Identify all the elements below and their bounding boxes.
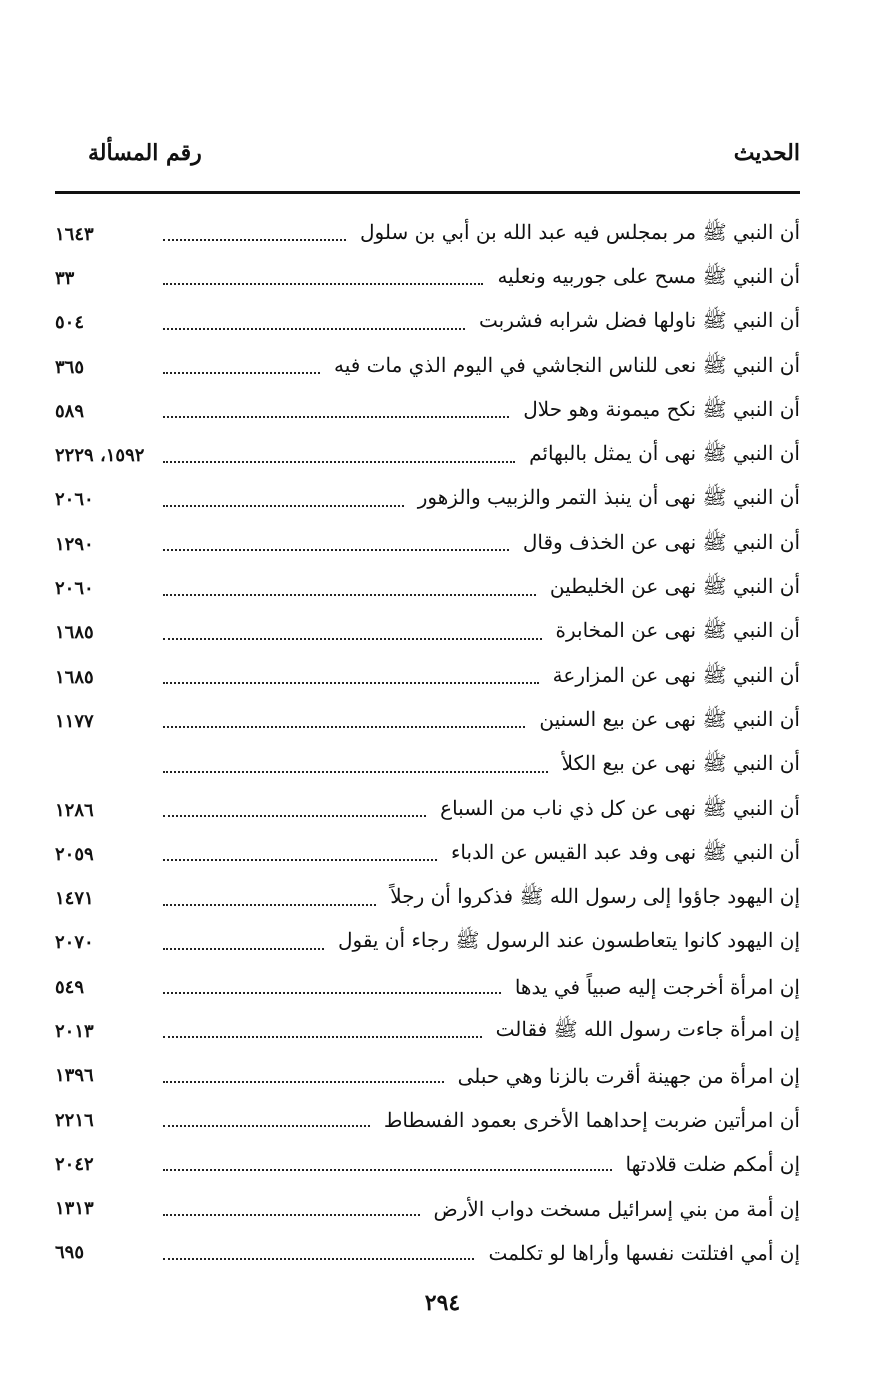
dot-leader — [163, 682, 539, 684]
index-entry — [55, 389, 800, 433]
index-entry — [55, 522, 800, 566]
hadith-text: إن امرأة أخرجت إليه صبياً في يدها — [514, 975, 800, 1000]
dot-leader — [163, 771, 548, 773]
index-entry — [55, 1054, 800, 1098]
hadith-text: أن النبي ﷺ نهى عن كل ذي ناب من السباع — [440, 795, 800, 820]
index-entry — [55, 301, 800, 345]
column-header-row — [58, 140, 800, 180]
dot-leader — [163, 1169, 612, 1171]
index-entry — [55, 1187, 800, 1231]
dot-leader — [163, 1081, 444, 1083]
hadith-text: إن امرأة من جهينة أقرت بالزنا وهي حبلى — [457, 1063, 800, 1088]
dot-leader — [163, 505, 404, 507]
dot-leader — [163, 992, 501, 994]
hadith-text: إن امرأة جاءت رسول الله ﷺ فقالت — [495, 1016, 800, 1041]
dot-leader — [163, 1258, 474, 1260]
dot-leader — [163, 859, 437, 861]
index-entry — [55, 1098, 800, 1142]
dot-leader — [163, 594, 536, 596]
dot-leader — [163, 283, 483, 285]
hadith-text: إن اليهود كانوا يتعاطسون عند الرسول ﷺ رجاء أن يقول — [337, 928, 800, 953]
issue-number: ١٢٨٦ — [55, 799, 94, 821]
index-entry — [55, 1009, 800, 1053]
issue-number: ٢٠٤٢ — [55, 1153, 94, 1175]
issue-number: ٣٣ — [55, 267, 75, 289]
hadith-text: إن أمي افتلتت نفسها وأراها لو تكلمت — [488, 1240, 800, 1265]
issue-number: ٢٠٦٠ — [55, 578, 94, 600]
dot-leader — [163, 638, 542, 640]
hadith-text: أن النبي ﷺ مر بمجلس فيه عبد الله بن أبي بن سلول — [359, 219, 800, 244]
index-entry — [55, 566, 800, 610]
hadith-text: أن النبي ﷺ نهى عن بيع السنين — [539, 706, 800, 731]
dot-leader — [163, 549, 509, 551]
issue-number: ١٣١٣ — [55, 1198, 94, 1220]
issue-number: ١٥٩٢، ٢٢٢٩ — [55, 445, 145, 467]
issue-number: ١٦٨٥ — [55, 622, 94, 644]
index-entry — [55, 965, 800, 1009]
issue-number: ١٣٩٦ — [55, 1065, 94, 1087]
index-entry — [55, 921, 800, 965]
index-entry — [55, 1142, 800, 1186]
hadith-text: أن النبي ﷺ نهى عن المزارعة — [552, 662, 800, 687]
issue-number: ٢٠١٣ — [55, 1020, 94, 1042]
index-entry — [55, 876, 800, 920]
dot-leader — [163, 328, 465, 330]
hadith-column-heading: الحديث — [733, 140, 800, 166]
issue-number-column-heading: رقم المسألة — [88, 140, 202, 166]
issue-number: ٢٢١٦ — [55, 1109, 94, 1131]
dot-leader — [163, 416, 509, 418]
hadith-text: أن النبي ﷺ نهى عن الخليطين — [549, 574, 800, 599]
hadith-text: أن النبي ﷺ نهى أن يمثل بالبهائم — [529, 441, 800, 466]
header-divider-rule — [55, 191, 800, 194]
issue-number: ١٦٤٣ — [55, 223, 94, 245]
hadith-text: إن اليهود جاؤوا إلى رسول الله ﷺ فذكروا أن رجلاً — [390, 884, 800, 909]
index-entry — [55, 788, 800, 832]
issue-number: ٥٠٤ — [55, 312, 85, 334]
hadith-index-list — [55, 212, 800, 1275]
issue-number: ٢٠٥٩ — [55, 843, 94, 865]
hadith-text: أن النبي ﷺ نكح ميمونة وهو حلال — [523, 396, 800, 421]
index-entry — [55, 345, 800, 389]
hadith-text: أن النبي ﷺ نهى عن الخذف وقال — [522, 529, 800, 554]
dot-leader — [163, 1036, 482, 1038]
issue-number: ٢٠٧٠ — [55, 932, 94, 954]
issue-number: ٥٤٩ — [55, 976, 85, 998]
hadith-text: أن امرأتين ضربت إحداهما الأخرى بعمود الفسطاط — [383, 1108, 800, 1133]
hadith-text: أن النبي ﷺ نهى وفد عبد القيس عن الدباء — [451, 839, 800, 864]
hadith-text: أن النبي ﷺ نهى عن بيع الكلأ — [561, 751, 800, 776]
index-entry — [55, 611, 800, 655]
issue-number: ٦٩٥ — [55, 1242, 85, 1264]
hadith-text: إن أمة من بني إسرائيل مسخت دواب الأرض — [433, 1196, 800, 1221]
hadith-text: أن النبي ﷺ ناولها فضل شرابه فشربت — [479, 308, 800, 333]
hadith-text: أن النبي ﷺ نهى أن ينبذ التمر والزبيب والزهور — [417, 485, 800, 510]
issue-number: ١٢٩٠ — [55, 533, 94, 555]
dot-leader — [163, 461, 515, 463]
issue-number: ١١٧٧ — [55, 710, 94, 732]
issue-number: ١٤٧١ — [55, 888, 94, 910]
issue-number: ٥٨٩ — [55, 400, 85, 422]
dot-leader — [163, 726, 525, 728]
issue-number: ٣٦٥ — [55, 356, 85, 378]
issue-number: ٢٠٦٠ — [55, 489, 94, 511]
issue-number: ١٦٨٥ — [55, 666, 94, 688]
index-entry — [55, 655, 800, 699]
dot-leader — [163, 815, 426, 817]
hadith-text: إن أمكم ضلت قلادتها — [625, 1152, 800, 1177]
hadith-text: أن النبي ﷺ نعى للناس النجاشي في اليوم الذي مات فيه — [333, 352, 800, 377]
hadith-text: أن النبي ﷺ نهى عن المخابرة — [555, 618, 800, 643]
index-entry — [55, 433, 800, 477]
index-entry — [55, 478, 800, 522]
index-entry — [55, 212, 800, 256]
hadith-text: أن النبي ﷺ مسح على جوربيه ونعليه — [497, 263, 800, 288]
index-entry — [55, 256, 800, 300]
index-entry — [55, 699, 800, 743]
index-entry — [55, 1231, 800, 1275]
index-entry — [55, 744, 800, 788]
page-number: ٢٩٤ — [424, 1290, 461, 1316]
index-entry — [55, 832, 800, 876]
dot-leader — [163, 1214, 420, 1216]
